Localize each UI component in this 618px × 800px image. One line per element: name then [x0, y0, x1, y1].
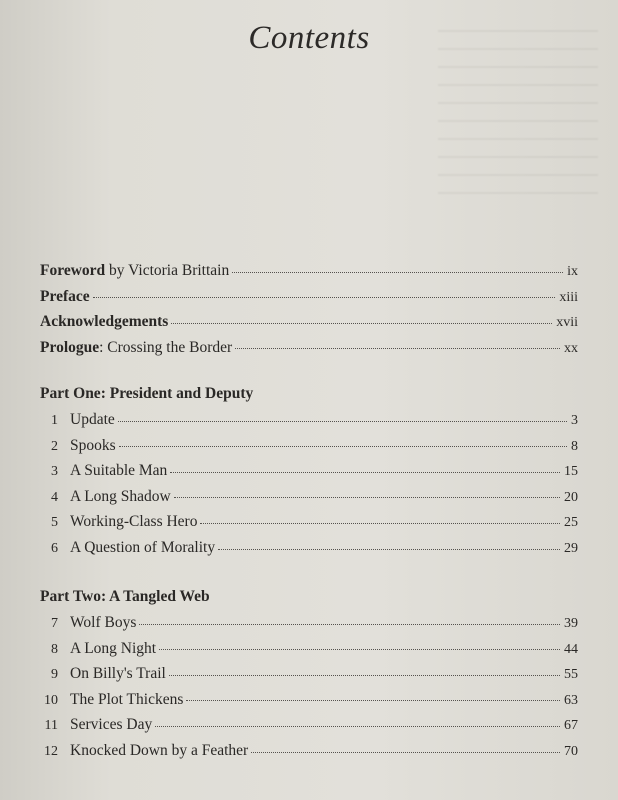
- chapter-number: 6: [51, 540, 58, 556]
- page-number: 44: [564, 641, 578, 657]
- chapter-title: A Question of Morality: [70, 538, 216, 556]
- chapter-title: The Plot Thickens: [70, 690, 184, 708]
- dot-leader: [119, 445, 567, 447]
- toc-chapter-entry: [40, 407, 578, 433]
- dot-leader: [155, 725, 560, 727]
- page-number: 67: [564, 718, 578, 734]
- toc-entry-prologue: [40, 335, 578, 361]
- entry-label-rest: by Victoria Brittain: [105, 262, 230, 279]
- part-heading: Part Two: A Tangled Web: [40, 588, 210, 605]
- page-number: 15: [564, 464, 578, 480]
- entry-label-bold: Acknowledgements: [40, 313, 169, 331]
- entry-label-bold: Prologue: [40, 338, 100, 356]
- toc-chapter-entry: [40, 433, 578, 459]
- page-number: 70: [564, 743, 578, 759]
- part-one-section: [40, 381, 578, 561]
- toc-chapter-entry: [40, 687, 578, 713]
- dot-leader: [93, 296, 556, 298]
- dot-leader: [169, 674, 560, 676]
- toc-chapter-entry: [40, 509, 578, 535]
- dot-leader: [170, 471, 560, 473]
- page-number: 20: [564, 489, 578, 505]
- toc-chapter-entry: [40, 738, 578, 764]
- page-number: 29: [564, 540, 578, 556]
- chapter-number: 7: [51, 616, 58, 631]
- toc-chapter-entry: [40, 610, 578, 636]
- chapter-number: 4: [51, 489, 58, 505]
- chapter-title: Working-Class Hero: [70, 513, 198, 531]
- chapter-number: 9: [51, 667, 58, 683]
- chapter-title: Wolf Boys: [70, 614, 137, 631]
- toc-entry-foreword: [40, 258, 578, 284]
- entry-label-bold: Preface: [40, 287, 90, 305]
- chapter-number: 1: [51, 413, 58, 428]
- page-number: 8: [571, 438, 578, 454]
- page-number: 55: [564, 667, 578, 683]
- show-through-text: [438, 30, 598, 220]
- page-title: Contents: [248, 20, 370, 56]
- page-number: xx: [564, 340, 578, 356]
- page-number: xvii: [556, 315, 578, 331]
- entry-label-bold: Foreword: [40, 262, 106, 279]
- chapter-title: A Suitable Man: [70, 462, 168, 480]
- page-number: 39: [564, 616, 578, 631]
- chapter-number: 10: [44, 692, 58, 708]
- part-two-section: [40, 584, 578, 764]
- toc-chapter-entry: [40, 484, 578, 510]
- toc-entry-preface: [40, 284, 578, 310]
- page-number: xiii: [559, 289, 578, 305]
- toc-chapter-entry: [40, 535, 578, 561]
- dot-leader: [159, 648, 560, 650]
- dot-leader: [118, 420, 567, 422]
- part-heading: Part One: President and Deputy: [40, 385, 254, 402]
- chapter-number: 12: [44, 743, 58, 759]
- page-number: 3: [571, 413, 578, 428]
- chapter-title: A Long Shadow: [70, 487, 171, 505]
- chapter-number: 3: [51, 464, 58, 480]
- toc-entry-acknowledgements: [40, 309, 578, 335]
- dot-leader: [218, 548, 560, 550]
- dot-leader: [174, 496, 560, 498]
- chapter-title: Spooks: [70, 436, 116, 454]
- toc-chapter-entry: [40, 661, 578, 687]
- page-number: 63: [564, 692, 578, 708]
- chapter-title: On Billy's Trail: [70, 665, 166, 683]
- dot-leader: [200, 522, 560, 524]
- chapter-title: Knocked Down by a Feather: [70, 741, 249, 759]
- chapter-number: 8: [51, 641, 58, 657]
- dot-leader: [232, 271, 563, 273]
- toc-chapter-entry: [40, 712, 578, 738]
- chapter-title: A Long Night: [70, 639, 157, 657]
- dot-leader: [251, 751, 560, 753]
- chapter-number: 2: [51, 438, 58, 454]
- page-number: ix: [567, 264, 578, 279]
- dot-leader: [186, 699, 560, 701]
- dot-leader: [139, 623, 560, 625]
- chapter-number: 11: [44, 718, 58, 734]
- toc-chapter-entry: [40, 458, 578, 484]
- chapter-title: Services Day: [70, 716, 153, 734]
- toc-chapter-entry: [40, 636, 578, 662]
- dot-leader: [235, 347, 560, 349]
- chapter-number: 5: [51, 515, 58, 531]
- chapter-title: Update: [70, 411, 115, 428]
- page-number: 25: [564, 515, 578, 531]
- dot-leader: [171, 322, 552, 324]
- entry-label-rest: : Crossing the Border: [99, 338, 233, 356]
- front-matter-list: [40, 258, 578, 360]
